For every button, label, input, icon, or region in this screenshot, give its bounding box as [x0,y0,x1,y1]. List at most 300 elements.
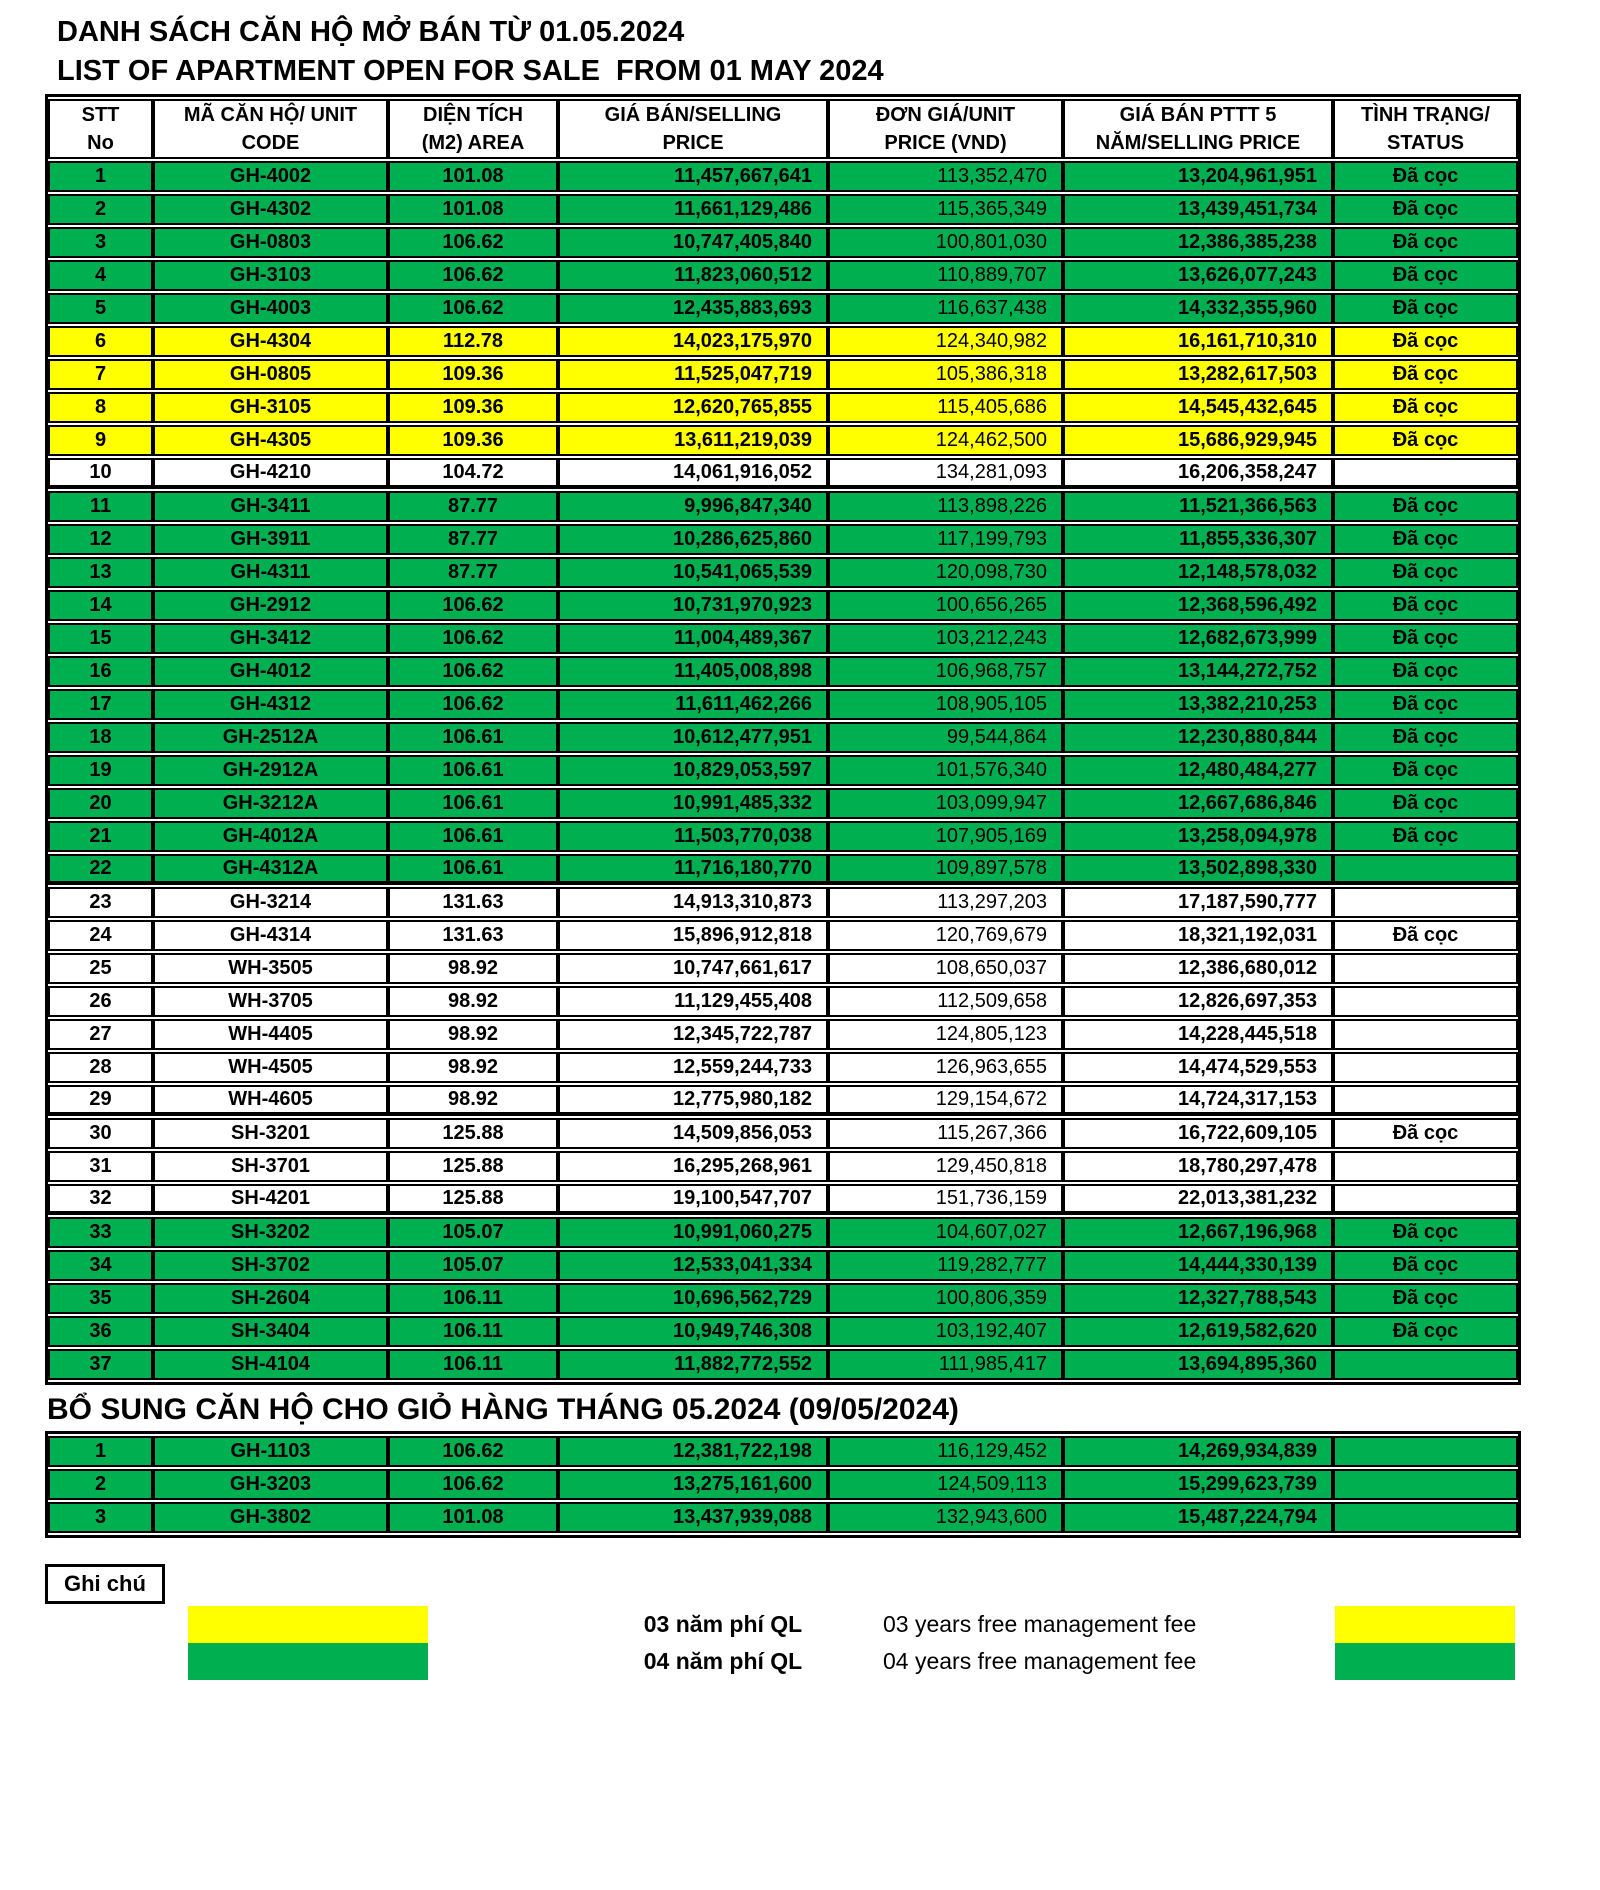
cell-status: Đã cọc [1333,1283,1518,1314]
cell-unit-price: 124,340,982 [828,326,1063,357]
cell-unit-price: 115,365,349 [828,194,1063,225]
cell-pttt5-price: 13,258,094,978 [1063,821,1333,852]
cell-status: Đã cọc [1333,689,1518,720]
cell-selling-price: 13,437,939,088 [558,1502,828,1533]
cell-unit-price: 100,656,265 [828,590,1063,621]
cell-status [1333,953,1518,984]
cell-unit-code: GH-4311 [153,557,388,588]
cell-unit-price: 105,386,318 [828,359,1063,390]
cell-unit-code: GH-4210 [153,458,388,489]
cell-pttt5-price: 13,382,210,253 [1063,689,1333,720]
legend-swatch-green-left [188,1643,428,1680]
col-header-pttt5-price [1063,99,1333,159]
cell-unit-price: 107,905,169 [828,821,1063,852]
cell-selling-price: 11,004,489,367 [558,623,828,654]
cell-no: 3 [48,227,153,258]
cell-area: 98.92 [388,1019,558,1050]
cell-pttt5-price: 15,299,623,739 [1063,1469,1333,1500]
page-title-en: LIST OF APARTMENT OPEN FOR SALE FROM 01 MAY 2024 [57,55,884,87]
cell-no: 3 [48,1502,153,1533]
cell-selling-price: 10,829,053,597 [558,755,828,786]
cell-unit-price: 103,099,947 [828,788,1063,819]
cell-unit-price: 108,905,105 [828,689,1063,720]
table-row [48,821,1518,852]
cell-no: 37 [48,1349,153,1380]
cell-no: 7 [48,359,153,390]
cell-unit-price: 116,129,452 [828,1436,1063,1467]
cell-area: 106.62 [388,227,558,258]
cell-no: 20 [48,788,153,819]
cell-pttt5-price: 11,521,366,563 [1063,491,1333,522]
cell-unit-code: GH-1103 [153,1436,388,1467]
cell-selling-price: 9,996,847,340 [558,491,828,522]
header-line: PRICE [662,132,724,154]
cell-no: 26 [48,986,153,1017]
cell-unit-price: 113,352,470 [828,161,1063,192]
cell-selling-price: 11,129,455,408 [558,986,828,1017]
cell-selling-price: 13,275,161,600 [558,1469,828,1500]
cell-unit-code: GH-0805 [153,359,388,390]
cell-unit-price: 124,462,500 [828,425,1063,456]
cell-unit-code: WH-4605 [153,1085,388,1116]
cell-no: 30 [48,1118,153,1149]
table-row [48,326,1518,357]
cell-pttt5-price: 17,187,590,777 [1063,887,1333,918]
cell-area: 125.88 [388,1184,558,1215]
cell-pttt5-price: 15,487,224,794 [1063,1502,1333,1533]
cell-no: 6 [48,326,153,357]
cell-unit-price: 120,769,679 [828,920,1063,951]
cell-pttt5-price: 14,228,445,518 [1063,1019,1333,1050]
supplementary-table-body [48,1436,1518,1533]
cell-status [1333,1184,1518,1215]
cell-area: 106.11 [388,1316,558,1347]
cell-unit-price: 126,963,655 [828,1052,1063,1083]
header-line: STT [81,104,120,126]
cell-status: Đã cọc [1333,623,1518,654]
cell-unit-price: 106,968,757 [828,656,1063,687]
cell-status: Đã cọc [1333,260,1518,291]
cell-unit-code: SH-3702 [153,1250,388,1281]
cell-no: 10 [48,458,153,489]
legend [45,1606,1515,1680]
table-row [48,293,1518,324]
cell-area: 106.11 [388,1349,558,1380]
cell-unit-code: GH-4312A [153,854,388,885]
cell-unit-code: GH-3105 [153,392,388,423]
cell-no: 2 [48,1469,153,1500]
cell-status: Đã cọc [1333,359,1518,390]
table-row [48,1283,1518,1314]
cell-area: 87.77 [388,524,558,555]
cell-status: Đã cọc [1333,161,1518,192]
cell-status: Đã cọc [1333,227,1518,258]
cell-pttt5-price: 14,474,529,553 [1063,1052,1333,1083]
cell-unit-code: GH-0803 [153,227,388,258]
cell-status [1333,458,1518,489]
cell-pttt5-price: 12,386,385,238 [1063,227,1333,258]
cell-area: 106.11 [388,1283,558,1314]
cell-unit-code: GH-4302 [153,194,388,225]
table-row [48,1349,1518,1380]
legend-vi-label: 03 năm phí QL [643,1611,803,1637]
cell-area: 109.36 [388,392,558,423]
cell-no: 15 [48,623,153,654]
cell-area: 106.62 [388,623,558,654]
table-row [48,194,1518,225]
cell-selling-price: 19,100,547,707 [558,1184,828,1215]
cell-pttt5-price: 12,148,578,032 [1063,557,1333,588]
cell-pttt5-price: 12,826,697,353 [1063,986,1333,1017]
cell-selling-price: 10,949,746,308 [558,1316,828,1347]
table-row [48,656,1518,687]
cell-status: Đã cọc [1333,392,1518,423]
cell-unit-price: 113,898,226 [828,491,1063,522]
cell-no: 4 [48,260,153,291]
table-row [48,1316,1518,1347]
header-line: (M2) AREA [421,132,525,154]
cell-no: 33 [48,1217,153,1248]
cell-pttt5-price: 12,682,673,999 [1063,623,1333,654]
cell-selling-price: 12,559,244,733 [558,1052,828,1083]
cell-status [1333,1151,1518,1182]
cell-selling-price: 10,747,661,617 [558,953,828,984]
cell-unit-code: WH-4405 [153,1019,388,1050]
cell-unit-price: 117,199,793 [828,524,1063,555]
cell-area: 98.92 [388,953,558,984]
col-header-unit-code [153,99,388,159]
apartment-table [45,94,1521,1385]
cell-selling-price: 14,023,175,970 [558,326,828,357]
cell-unit-code: GH-4012A [153,821,388,852]
cell-area: 98.92 [388,986,558,1017]
cell-unit-price: 103,192,407 [828,1316,1063,1347]
cell-no: 14 [48,590,153,621]
cell-selling-price: 10,747,405,840 [558,227,828,258]
cell-status [1333,1085,1518,1116]
cell-unit-code: GH-4012 [153,656,388,687]
cell-selling-price: 11,611,462,266 [558,689,828,720]
col-header-stt [48,99,153,159]
cell-unit-code: SH-2604 [153,1283,388,1314]
table-row [48,260,1518,291]
cell-pttt5-price: 12,667,686,846 [1063,788,1333,819]
cell-area: 106.62 [388,1436,558,1467]
cell-selling-price: 12,345,722,787 [558,1019,828,1050]
legend-label: Ghi chú [45,1564,165,1604]
cell-selling-price: 12,381,722,198 [558,1436,828,1467]
header-line: STATUS [1386,132,1465,154]
cell-unit-price: 129,450,818 [828,1151,1063,1182]
cell-area: 106.62 [388,260,558,291]
header-line: GIÁ BÁN PTTT 5 [1119,104,1277,126]
cell-no: 21 [48,821,153,852]
cell-unit-code: GH-4003 [153,293,388,324]
cell-pttt5-price: 12,368,596,492 [1063,590,1333,621]
cell-pttt5-price: 13,626,077,243 [1063,260,1333,291]
cell-unit-price: 100,801,030 [828,227,1063,258]
table-row [48,953,1518,984]
cell-no: 9 [48,425,153,456]
cell-selling-price: 16,295,268,961 [558,1151,828,1182]
table-row [48,854,1518,885]
cell-unit-code: GH-4305 [153,425,388,456]
cell-pttt5-price: 18,780,297,478 [1063,1151,1333,1182]
cell-no: 31 [48,1151,153,1182]
cell-unit-price: 115,405,686 [828,392,1063,423]
supplementary-table [45,1431,1521,1538]
cell-pttt5-price: 13,282,617,503 [1063,359,1333,390]
cell-no: 11 [48,491,153,522]
cell-pttt5-price: 12,230,880,844 [1063,722,1333,753]
cell-selling-price: 12,435,883,693 [558,293,828,324]
cell-no: 18 [48,722,153,753]
cell-unit-price: 109,897,578 [828,854,1063,885]
cell-selling-price: 14,913,310,873 [558,887,828,918]
cell-pttt5-price: 16,206,358,247 [1063,458,1333,489]
cell-area: 106.61 [388,755,558,786]
cell-area: 101.08 [388,1502,558,1533]
cell-unit-code: SH-3201 [153,1118,388,1149]
cell-area: 106.62 [388,590,558,621]
cell-unit-price: 110,889,707 [828,260,1063,291]
cell-area: 105.07 [388,1217,558,1248]
cell-pttt5-price: 12,667,196,968 [1063,1217,1333,1248]
cell-no: 27 [48,1019,153,1050]
cell-area: 106.61 [388,788,558,819]
table-row [48,359,1518,390]
header-line: PRICE (VND) [884,132,1007,154]
cell-status: Đã cọc [1333,821,1518,852]
cell-area: 104.72 [388,458,558,489]
cell-unit-code: SH-4104 [153,1349,388,1380]
cell-unit-code: SH-3701 [153,1151,388,1182]
cell-no: 1 [48,1436,153,1467]
col-header-unit-price [828,99,1063,159]
cell-selling-price: 14,509,856,053 [558,1118,828,1149]
table-row [48,1118,1518,1149]
cell-status [1333,854,1518,885]
legend-row-3-years [45,1606,1515,1643]
cell-area: 112.78 [388,326,558,357]
header-line: MÃ CĂN HỘ/ UNIT [183,104,358,126]
header-row [48,99,1518,159]
cell-no: 32 [48,1184,153,1215]
table-row [48,491,1518,522]
cell-selling-price: 10,541,065,539 [558,557,828,588]
header-line: GIÁ BÁN/SELLING [604,104,782,126]
cell-selling-price: 12,533,041,334 [558,1250,828,1281]
cell-pttt5-price: 13,694,895,360 [1063,1349,1333,1380]
table-row [48,1217,1518,1248]
table-row [48,623,1518,654]
table-row [48,392,1518,423]
table-row [48,887,1518,918]
cell-unit-code: SH-3202 [153,1217,388,1248]
header-line: NĂM/SELLING PRICE [1095,132,1301,154]
table-row [48,1436,1518,1467]
cell-status: Đã cọc [1333,1217,1518,1248]
cell-no: 2 [48,194,153,225]
cell-selling-price: 11,405,008,898 [558,656,828,687]
cell-area: 131.63 [388,920,558,951]
cell-no: 23 [48,887,153,918]
legend-swatch-yellow-right [1335,1606,1515,1643]
cell-unit-code: SH-4201 [153,1184,388,1215]
cell-area: 101.08 [388,161,558,192]
cell-selling-price: 10,991,485,332 [558,788,828,819]
cell-pttt5-price: 14,269,934,839 [1063,1436,1333,1467]
cell-unit-price: 113,297,203 [828,887,1063,918]
legend-swatch-green-right [1335,1643,1515,1680]
cell-pttt5-price: 14,724,317,153 [1063,1085,1333,1116]
header-line: ĐƠN GIÁ/UNIT [875,104,1016,126]
cell-status [1333,1019,1518,1050]
cell-pttt5-price: 12,327,788,543 [1063,1283,1333,1314]
cell-no: 36 [48,1316,153,1347]
cell-unit-price: 108,650,037 [828,953,1063,984]
cell-pttt5-price: 15,686,929,945 [1063,425,1333,456]
cell-unit-price: 119,282,777 [828,1250,1063,1281]
cell-no: 34 [48,1250,153,1281]
legend-en-label: 03 years free management fee [883,1611,1197,1637]
cell-status: Đã cọc [1333,755,1518,786]
cell-no: 35 [48,1283,153,1314]
section2-title: BỔ SUNG CĂN HỘ CHO GIỎ HÀNG THÁNG 05.2024 (09/05/2024) [47,1393,959,1426]
cell-area: 131.63 [388,887,558,918]
cell-unit-price: 124,805,123 [828,1019,1063,1050]
cell-status: Đã cọc [1333,425,1518,456]
cell-unit-code: GH-3103 [153,260,388,291]
legend-en-label: 04 years free management fee [883,1648,1197,1674]
cell-status: Đã cọc [1333,1250,1518,1281]
cell-status: Đã cọc [1333,656,1518,687]
cell-no: 24 [48,920,153,951]
cell-area: 106.62 [388,1469,558,1500]
col-header-area [388,99,558,159]
cell-unit-price: 100,806,359 [828,1283,1063,1314]
cell-unit-price: 115,267,366 [828,1118,1063,1149]
cell-status: Đã cọc [1333,524,1518,555]
cell-unit-price: 120,098,730 [828,557,1063,588]
cell-pttt5-price: 14,545,432,645 [1063,392,1333,423]
cell-pttt5-price: 13,439,451,734 [1063,194,1333,225]
cell-unit-price: 112,509,658 [828,986,1063,1017]
cell-selling-price: 10,731,970,923 [558,590,828,621]
cell-status: Đã cọc [1333,722,1518,753]
cell-selling-price: 10,286,625,860 [558,524,828,555]
cell-unit-price: 129,154,672 [828,1085,1063,1116]
cell-selling-price: 10,612,477,951 [558,722,828,753]
cell-selling-price: 10,696,562,729 [558,1283,828,1314]
cell-selling-price: 12,775,980,182 [558,1085,828,1116]
main-table-body [48,161,1518,1380]
cell-selling-price: 11,716,180,770 [558,854,828,885]
cell-area: 106.61 [388,821,558,852]
table-row [48,557,1518,588]
cell-selling-price: 11,882,772,552 [558,1349,828,1380]
table-row [48,1019,1518,1050]
cell-pttt5-price: 22,013,381,232 [1063,1184,1333,1215]
cell-no: 5 [48,293,153,324]
cell-status [1333,887,1518,918]
cell-unit-code: GH-2912A [153,755,388,786]
cell-status: Đã cọc [1333,491,1518,522]
cell-unit-price: 103,212,243 [828,623,1063,654]
table-row [48,161,1518,192]
cell-pttt5-price: 12,386,680,012 [1063,953,1333,984]
table-row [48,1085,1518,1116]
cell-status: Đã cọc [1333,194,1518,225]
cell-status: Đã cọc [1333,557,1518,588]
table-row [48,1151,1518,1182]
cell-selling-price: 11,503,770,038 [558,821,828,852]
cell-unit-price: 134,281,093 [828,458,1063,489]
cell-unit-code: GH-2912 [153,590,388,621]
cell-unit-price: 104,607,027 [828,1217,1063,1248]
col-header-selling-price [558,99,828,159]
cell-no: 19 [48,755,153,786]
cell-status [1333,1052,1518,1083]
cell-selling-price: 13,611,219,039 [558,425,828,456]
cell-pttt5-price: 12,480,484,277 [1063,755,1333,786]
cell-selling-price: 14,061,916,052 [558,458,828,489]
cell-status: Đã cọc [1333,590,1518,621]
table-row [48,986,1518,1017]
header-line: CODE [241,132,300,154]
cell-area: 106.61 [388,854,558,885]
legend-swatch-yellow-left [188,1606,428,1643]
cell-pttt5-price: 16,722,609,105 [1063,1118,1333,1149]
table-row [48,920,1518,951]
cell-no: 8 [48,392,153,423]
cell-no: 22 [48,854,153,885]
cell-status [1333,1469,1518,1500]
cell-status: Đã cọc [1333,293,1518,324]
cell-unit-code: GH-3802 [153,1502,388,1533]
cell-area: 105.07 [388,1250,558,1281]
cell-no: 12 [48,524,153,555]
cell-unit-price: 151,736,159 [828,1184,1063,1215]
table-row [48,590,1518,621]
cell-area: 125.88 [388,1151,558,1182]
cell-unit-code: GH-3203 [153,1469,388,1500]
cell-unit-price: 99,544,864 [828,722,1063,753]
table-row [48,425,1518,456]
cell-unit-code: GH-3412 [153,623,388,654]
cell-area: 87.77 [388,557,558,588]
table-row [48,1502,1518,1533]
cell-unit-code: GH-4002 [153,161,388,192]
cell-area: 106.62 [388,689,558,720]
cell-unit-code: WH-3505 [153,953,388,984]
cell-no: 29 [48,1085,153,1116]
table-row [48,524,1518,555]
table-row [48,755,1518,786]
cell-pttt5-price: 13,502,898,330 [1063,854,1333,885]
cell-area: 125.88 [388,1118,558,1149]
apartment-table-header [48,99,1518,159]
table-row [48,1052,1518,1083]
cell-unit-code: GH-3214 [153,887,388,918]
table-row [48,689,1518,720]
cell-area: 106.62 [388,293,558,324]
cell-pttt5-price: 12,619,582,620 [1063,1316,1333,1347]
cell-selling-price: 11,525,047,719 [558,359,828,390]
cell-area: 109.36 [388,425,558,456]
table-row [48,722,1518,753]
cell-area: 106.61 [388,722,558,753]
